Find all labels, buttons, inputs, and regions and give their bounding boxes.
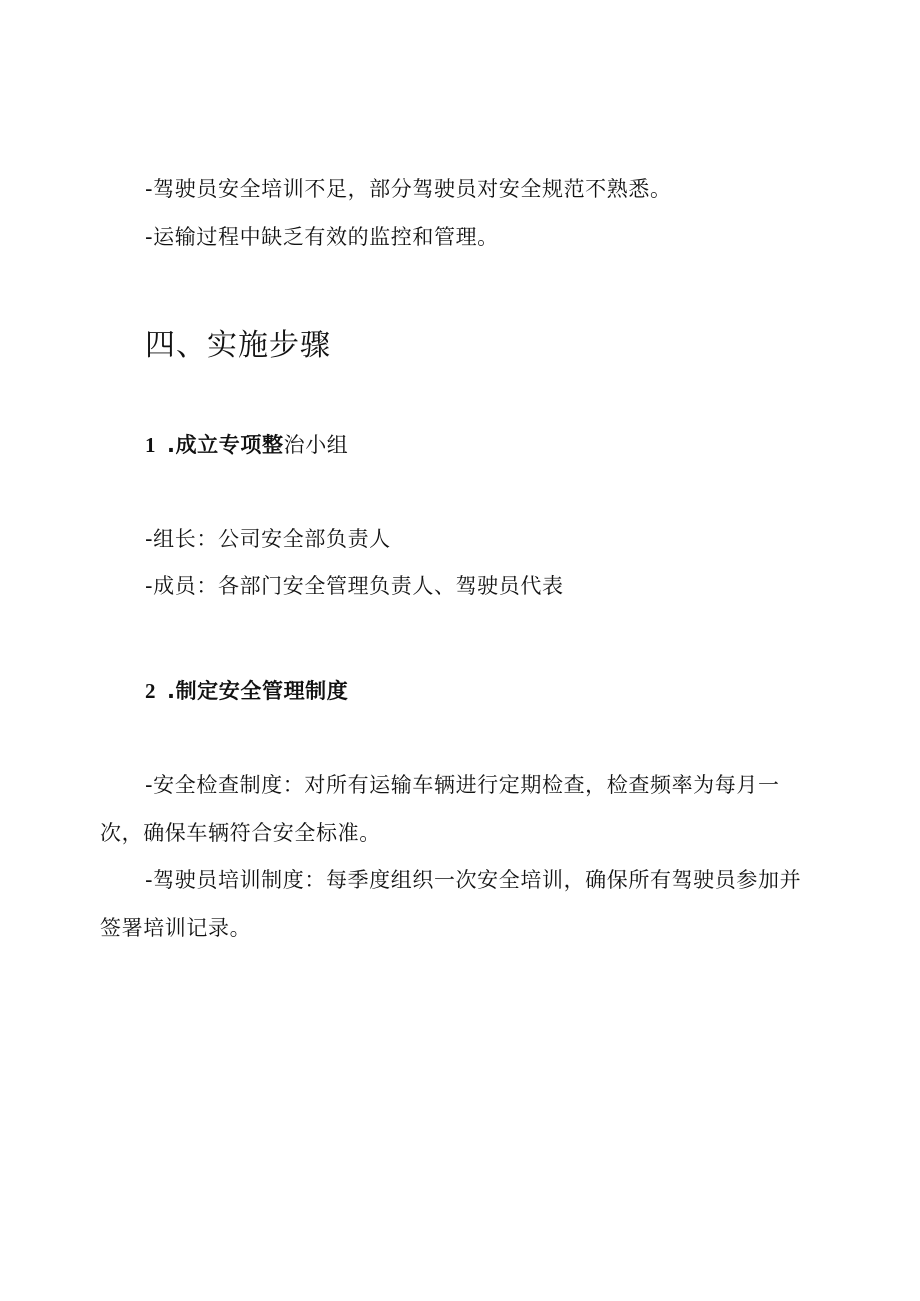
step2-safety-inspection-line1: -安全检查制度：对所有运输车辆进行定期检查，检查频率为每月一 [145,773,780,797]
step1-title-prefix: .成立 [167,433,219,457]
step1-number: 1 [145,433,157,457]
step2-heading [145,677,348,705]
step1-title-suffix: 治小组 [283,433,349,457]
step2-driver-training-line1: -驾驶员培训制度：每季度组织一次安全培训，确保所有驾驶员参加并 [145,868,802,892]
problem-bullet-driver-training: -驾驶员安全培训不足，部分驾驶员对安全规范不熟悉。 [145,177,672,201]
section-heading-implementation-steps: 四、实施步骤 [145,328,331,363]
problem-bullet-monitoring: -运输过程中缺乏有效的监控和管理。 [145,225,499,249]
step2-driver-training-line2: 签署培训记录。 [100,916,252,940]
step2-number: 2 [145,679,157,703]
step1-title-bold: 专项整 [218,433,284,457]
step2-safety-inspection-line2: 次，确保车辆符合安全标准。 [100,821,381,845]
step1-heading [145,431,348,459]
step1-item-leader: -组长：公司安全部负责人 [145,527,391,551]
step2-title: .制定安全管理制度 [167,679,349,703]
step1-item-members: -成员：各部门安全管理负责人、驾驶员代表 [145,574,564,598]
